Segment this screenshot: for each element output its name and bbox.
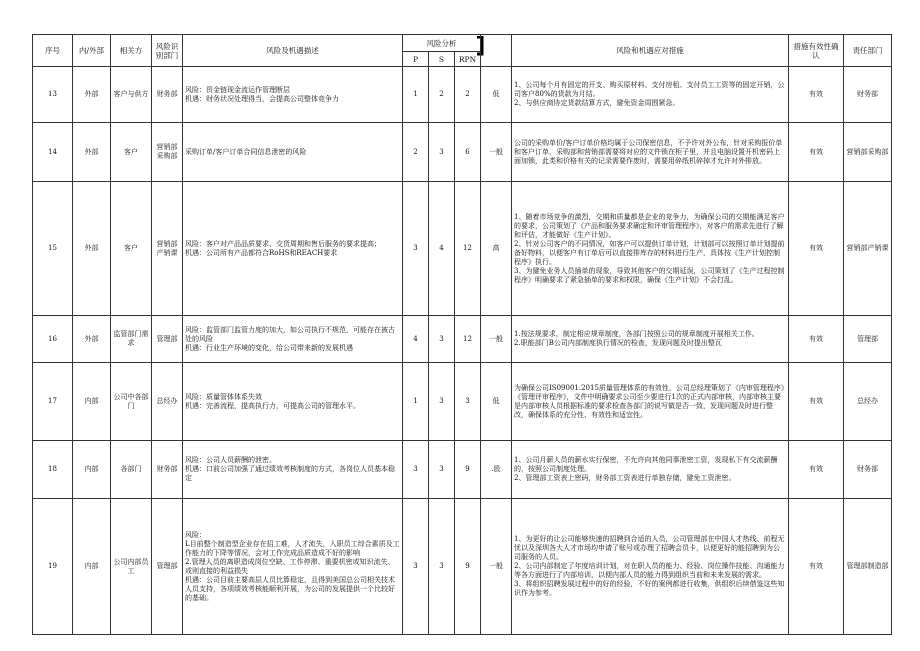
rpn-cell-line: 2 <box>465 90 470 98</box>
dept-cell-line: 营销部产销课 <box>156 239 178 257</box>
row-number-line: 16 <box>48 334 57 343</box>
party-cell-line: 客户 <box>124 244 138 252</box>
desc-cell <box>183 363 403 441</box>
measures-cell-line: 公司的采购单价/客户订单价格均属于公司保密信息，不予许对外公布，针对采购报价单和客户订单，采购部和营销部需要将对应的文件锁在柜子里，并且电脑设置开机密码上面加锁，此类和价格有关的记录需要作废时，需要用碎纸机碎掉才允许对外排放。 <box>514 138 783 165</box>
measures-cell <box>512 363 789 441</box>
s-cell <box>429 499 455 635</box>
party-cell <box>111 316 152 363</box>
effect-cell <box>789 316 844 363</box>
inout-cell <box>73 123 111 182</box>
measures-cell-line: 1、公司每个月有固定的开支、购买原材料、支付房租、支付员工工资等的固定开销，公司客户80%的货款为月结。 <box>514 81 785 98</box>
rpn-cell-line: 6 <box>465 147 470 156</box>
resp-cell <box>844 441 892 499</box>
p-cell <box>403 67 429 123</box>
s-cell-line: 3 <box>439 397 444 405</box>
party-cell-line: 客户 <box>124 147 138 156</box>
s-cell-line: 3 <box>439 562 444 570</box>
row-number <box>33 316 73 363</box>
level-cell <box>481 499 512 635</box>
row-number-line: 15 <box>48 244 57 252</box>
measures-cell-line: 1.按法规要求，制定相应规章制度，各部门按照公司的规章制度开展相关工作。 <box>514 330 759 338</box>
level-cell <box>481 363 512 441</box>
header-dept: 风险识别部门 <box>152 35 183 67</box>
desc-cell-line: 机遇：财务状况处理得当，会提高公司整体竞争力 <box>185 94 339 103</box>
row-number <box>33 441 73 499</box>
resp-cell-line: 总经办 <box>857 397 879 405</box>
dept-cell <box>152 316 183 363</box>
dept-cell-line: 管理部 <box>156 562 178 570</box>
resp-cell-line: 管理部 <box>857 334 879 343</box>
effect-cell-line: 有效 <box>809 334 824 343</box>
measures-cell-line: 2、公司内部制定了年度培训计划，对在职人员的能力、经验、岗位操作技能、沟通能力等各方面进行了内部培训，以便内部人员的能力得到组织当前和未来发展的需求。 <box>514 562 785 579</box>
desc-cell-line: 机遇：口前公司加强了通过绩效考核制度的方式，各岗位人员基本稳定 <box>185 465 395 482</box>
dept-cell-line: 总经办 <box>156 397 178 405</box>
level-cell-line: 低 <box>492 90 500 98</box>
rpn-cell <box>455 499 481 635</box>
s-cell-line: 2 <box>439 90 444 98</box>
rpn-cell <box>455 182 481 316</box>
dept-cell <box>152 182 183 316</box>
desc-cell <box>183 316 403 363</box>
table-row <box>33 123 892 182</box>
resp-cell <box>844 67 892 123</box>
s-cell <box>429 123 455 182</box>
level-cell-line: 一般 <box>489 562 504 570</box>
p-cell-line: 4 <box>413 334 418 343</box>
desc-cell <box>183 182 403 316</box>
effect-cell-line: 有效 <box>809 562 824 570</box>
row-number-line: 14 <box>48 147 57 156</box>
desc-cell-line: 机遇：行业生产环境的变化，给公司带来新的发展机遇 <box>185 343 353 352</box>
p-cell-line: 3 <box>413 244 418 252</box>
level-cell <box>481 316 512 363</box>
desc-cell-line: L目前整个制造型企业存在招工难，人才流失，入职员工综合素质及工作能力的下降等情况，会对工作完成品质造成不好的影响 <box>185 539 400 557</box>
inout-cell-line: 外部 <box>84 244 99 252</box>
p-cell-line: 3 <box>413 465 418 473</box>
dept-cell-line: 财务部 <box>156 465 178 473</box>
dept-cell <box>152 123 183 182</box>
inout-cell <box>73 67 111 123</box>
risk-register-page <box>32 34 891 635</box>
row-number <box>33 67 73 123</box>
rpn-cell <box>455 441 481 499</box>
p-cell <box>403 499 429 635</box>
party-cell <box>111 363 152 441</box>
effect-cell-line: 有效 <box>809 147 824 156</box>
row-number-line: 13 <box>48 90 57 98</box>
risk-table <box>32 34 892 635</box>
table-row <box>33 316 892 363</box>
table-row <box>33 363 892 441</box>
inout-cell-line: 外部 <box>84 90 99 98</box>
desc-cell <box>183 67 403 123</box>
p-cell-line: 3 <box>413 562 418 570</box>
dept-cell <box>152 67 183 123</box>
row-number <box>33 499 73 635</box>
p-cell <box>403 182 429 316</box>
row-number <box>33 123 73 182</box>
header-p: P <box>403 52 429 67</box>
party-cell <box>111 182 152 316</box>
measures-cell <box>512 499 789 635</box>
inout-cell-line: 外部 <box>84 147 99 156</box>
rpn-cell-line: 9 <box>465 562 470 570</box>
measures-cell-line: 2.职能部门B公司内部制度执行情况的检查，发现问题及时提出整瓦 <box>514 339 722 347</box>
level-cell <box>481 182 512 316</box>
rpn-cell <box>455 316 481 363</box>
p-cell <box>403 363 429 441</box>
row-number <box>33 182 73 316</box>
rpn-cell <box>455 363 481 441</box>
p-cell <box>403 123 429 182</box>
header-level <box>481 35 512 67</box>
measures-cell-line: 3、为避免业务人员插单的现象，导致其他客户的交期延误，公司策划了《生产过程控制程序》明确要求了紧急插单的要求和权限，确保《生产计划》不会打乱。 <box>514 266 785 284</box>
rpn-cell-line: 12 <box>463 334 472 343</box>
level-cell <box>481 441 512 499</box>
rpn-cell <box>455 67 481 123</box>
party-cell <box>111 499 152 635</box>
desc-cell-line: 2.管理人员的离职造成岗位空缺、工作停滞、重要机密或知识流失、或则直接的利益损失 <box>185 557 395 575</box>
dept-cell-line: 财务部 <box>156 90 178 98</box>
inout-cell-line: 内部 <box>84 465 99 473</box>
desc-cell-line: 风险：监管部门监管力度的加大，如公司执行不规范，可能存在被古处的风险 <box>185 325 395 343</box>
level-cell <box>481 67 512 123</box>
measures-cell-line: 1、随着市场竞争的激烈，交期和质量都是企业的竞争力，为确保公司的交期能满足客户的要求，公司策划了《产品和服务要求确定和评审管理程序》，对客户的需求先进行了解和评估，才能做好《生产计划》。 <box>514 212 785 239</box>
measures-cell <box>512 123 789 182</box>
header-resp: 责任部门 <box>844 35 892 67</box>
header-desc: 风险及机遇描述 <box>183 35 403 67</box>
effect-cell <box>789 123 844 182</box>
p-cell <box>403 316 429 363</box>
p-cell <box>403 441 429 499</box>
level-cell-line: .股 <box>491 465 501 473</box>
level-cell-line: 一般 <box>489 147 504 156</box>
resp-cell <box>844 363 892 441</box>
inout-cell <box>73 316 111 363</box>
measures-cell-line: 1、为更好的让公司能够快速的招聘到合适的人员，公司管理部在中国人才热线、前程无忧以及深圳各大人才市场均申请了账号或办理了招聘会员卡，以便更好的能招聘到为公司服务的人员。 <box>514 535 785 561</box>
inout-cell-line: 内部 <box>84 397 99 405</box>
party-cell-line: 各部门 <box>120 465 142 473</box>
desc-cell-line: 风险：资金链现金流运作管理断层 <box>185 85 290 94</box>
rpn-cell-line: 9 <box>465 465 470 473</box>
effect-cell <box>789 67 844 123</box>
s-cell-line: 3 <box>439 147 444 156</box>
dept-cell <box>152 441 183 499</box>
resp-cell-line: 财务部 <box>857 465 879 473</box>
desc-cell-line: 机遇：公司所有产品都符合RoHS和REACH要求 <box>185 248 338 257</box>
resp-cell-line: 管理部制造部 <box>846 562 889 570</box>
resp-cell <box>844 123 892 182</box>
header-row-1 <box>33 35 892 52</box>
effect-cell-line: 有效 <box>809 90 824 98</box>
desc-cell-line: 机遇：公司目前主要高层人员比算稳定，且得到美国总公司相关技术人员支持，各项绩效考核能顺利开展，为公司的发展提供一个比较好的基础。 <box>185 575 395 602</box>
p-cell-line: 1 <box>413 397 418 405</box>
header-analysis: 风险分析 <box>403 35 481 52</box>
table-row <box>33 67 892 123</box>
resp-cell <box>844 182 892 316</box>
level-cell <box>481 123 512 182</box>
party-cell-line: 公司内部员工 <box>113 557 149 575</box>
header-inout: 内/外部 <box>73 35 111 67</box>
s-cell <box>429 441 455 499</box>
rpn-cell <box>455 123 481 182</box>
table-row <box>33 499 892 635</box>
party-cell <box>111 441 152 499</box>
party-cell <box>111 123 152 182</box>
party-cell-line: 公司中各部门 <box>113 392 149 410</box>
desc-cell-line: 风险：客户对产品品质要求、交货周期和售后服务的要求提高； <box>185 239 381 248</box>
effect-cell-line: 有效 <box>809 397 824 405</box>
table-row <box>33 441 892 499</box>
measures-cell-line: 2、针对公司客户的不同情况，如客户可以提供订单计划，计划部可以按照订单计划提前备好物料，以便客户有订单后可以直接排库存的材料进行生产，具体按《生产计划控制程序》执行。 <box>514 239 785 266</box>
resp-cell-line: 营销部产销课 <box>846 244 889 252</box>
header-measures: 风险和机遇应对措施 <box>512 35 789 67</box>
measures-cell-line: 为确保公司IS09001.2015质量管理体系的有效性，公司总经理策划了《内审管理程序》《管理评审程序》，文件中明确要求公司至少要进行1次的正式内部审核，内部审核主要是内部审核人员根据标准的要求检查各部门的说写做是否一致，发现问题及时进行整改，确保体系的充分性、有效性和适宜性。 <box>514 383 785 419</box>
header-effect: 措施有效性确认 <box>789 35 844 67</box>
measures-cell-line: 3、将组织招聘发展过程中的好的经验，不好的案例都进行收集，供组织后续借鉴这些知识作为参考。 <box>514 580 785 597</box>
row-number-line: 18 <box>48 465 57 473</box>
row-number-line: 19 <box>48 562 57 570</box>
row-number <box>33 363 73 441</box>
measures-cell <box>512 67 789 123</box>
effect-cell-line: 有效 <box>809 244 824 252</box>
inout-cell-line: 内部 <box>84 562 99 570</box>
desc-cell-line: 风险：质量管体体系失效 <box>185 392 262 401</box>
p-cell-line: 2 <box>413 147 418 156</box>
s-cell <box>429 316 455 363</box>
measures-cell <box>512 316 789 363</box>
inout-cell <box>73 363 111 441</box>
p-cell-line: 1 <box>413 90 418 98</box>
dept-cell <box>152 499 183 635</box>
rpn-cell-line: 3 <box>465 397 470 405</box>
inout-cell-line: 外部 <box>84 334 99 343</box>
dept-cell <box>152 363 183 441</box>
party-cell <box>111 67 152 123</box>
resp-cell <box>844 499 892 635</box>
desc-cell-line: 风险：公司人员薪酬的泄密。 <box>185 456 276 464</box>
desc-cell <box>183 123 403 182</box>
header-party: 相关方 <box>111 35 152 67</box>
effect-cell <box>789 499 844 635</box>
s-cell-line: 4 <box>439 244 444 252</box>
measures-cell <box>512 441 789 499</box>
measures-cell-line: 1、公司月薪人员的薪水实行保密，不允许向其他同事泄密工资，发现私下有交流薪酬的，按照公司制度处理。 <box>514 456 778 473</box>
inout-cell <box>73 441 111 499</box>
resp-cell-line: 营销部采购部 <box>846 147 889 156</box>
s-cell <box>429 363 455 441</box>
effect-cell <box>789 363 844 441</box>
dept-cell-line: 营销部采购部 <box>156 143 178 160</box>
desc-cell-line: 采购订单/客户订单合同信息泄密的风险 <box>185 147 307 156</box>
desc-cell <box>183 441 403 499</box>
effect-cell-line: 有效 <box>809 465 824 473</box>
measures-cell-line: 2、管理部工资表上密码，财务部工资表进行单独存储，避免工资泄密。 <box>514 474 736 482</box>
desc-cell <box>183 499 403 635</box>
resp-cell-line: 财务部 <box>857 90 879 98</box>
s-cell-line: 3 <box>439 465 444 473</box>
measures-cell <box>512 182 789 316</box>
desc-cell-line: 风险： <box>185 530 206 539</box>
effect-cell <box>789 182 844 316</box>
inout-cell <box>73 499 111 635</box>
level-cell-line: 一般 <box>489 334 504 343</box>
header-seq: 序号 <box>33 35 73 67</box>
row-number-line: 17 <box>48 397 57 405</box>
dept-cell-line: 管理部 <box>156 334 178 343</box>
header-rpn: RPN <box>455 52 481 67</box>
level-cell-line: 低 <box>492 397 500 405</box>
header-s: S <box>429 52 455 67</box>
resp-cell <box>844 316 892 363</box>
rpn-cell-line: 12 <box>463 244 472 252</box>
party-cell-line: 监管部门需求 <box>113 330 149 347</box>
s-cell <box>429 182 455 316</box>
level-cell-line: 高 <box>492 244 500 252</box>
s-cell-line: 3 <box>439 334 444 343</box>
s-cell <box>429 67 455 123</box>
table-row <box>33 182 892 316</box>
desc-cell-line: 机遇：完善流程，提高执行力，可提高公司的管理水平。 <box>185 401 360 410</box>
effect-cell <box>789 441 844 499</box>
party-cell-line: 客户与供方 <box>113 90 149 98</box>
measures-cell-line: 2、与供应商协定货款结算方式，避免资金周围紧急。 <box>514 99 680 107</box>
inout-cell <box>73 182 111 316</box>
